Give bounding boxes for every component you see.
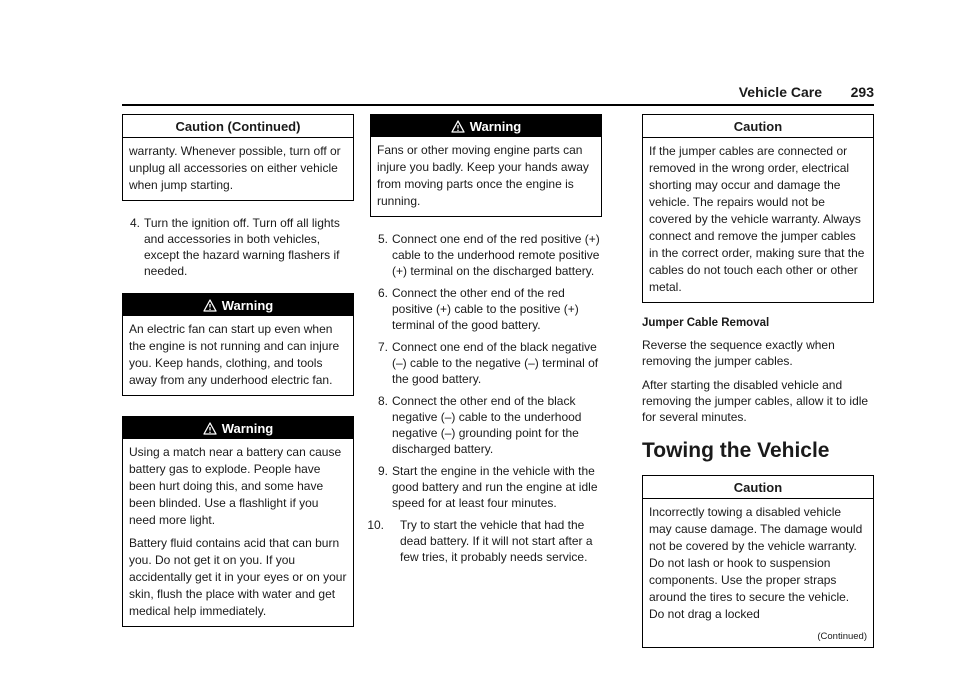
step-number: 9. (377, 464, 388, 478)
warning-box-moving-parts (370, 114, 602, 217)
page-number: 293 (850, 84, 874, 100)
step-text: Connect one end of the black negative (–) cable to the negative (–) terminal of the good battery. (392, 340, 599, 386)
jumper-cable-removal-heading: Jumper Cable Removal (642, 317, 770, 329)
warning-title: Warning (469, 119, 522, 134)
column-right (642, 114, 874, 648)
removal-paragraph-2: After starting the disabled vehicle and removing the jumper cables, allow it to idle for several minutes. (642, 378, 869, 424)
list-item (370, 463, 602, 511)
list-item (122, 215, 354, 279)
warning-box-fan (122, 293, 354, 396)
step-text: Start the engine in the vehicle with the good battery and run the engine at idle speed for at least four minutes. (392, 464, 598, 510)
caution-continued-text: warranty. Whenever possible, turn off or unplug all accessories on either vehicle when jump starting. (129, 144, 341, 192)
step-text: Try to start the vehicle that had the dead battery. If it will not start after a few tries, it probably needs service. (400, 518, 593, 564)
list-item (370, 285, 602, 333)
warning-text: An electric fan can start up even when the engine is not running and can injure you. Keep hands, clothing, and tools away from any underhood electric fan. (129, 322, 340, 387)
step-number: 10. (367, 518, 384, 532)
removal-paragraph-1: Reverse the sequence exactly when removing the jumper cables. (642, 338, 835, 368)
list-item (367, 517, 602, 565)
steps-list-2 (367, 231, 602, 565)
warning-triangle-icon (203, 299, 217, 312)
warning-text: Fans or other moving engine parts can injure you badly. Keep your hands away from moving parts once the engine is running. (377, 143, 589, 208)
list-item (370, 231, 602, 279)
steps-list-1 (122, 215, 354, 279)
step-number: 6. (377, 286, 388, 300)
step-text: Connect the other end of the red positive (+) cable to the positive (+) terminal of the good battery. (392, 286, 579, 332)
caution-text: If the jumper cables are connected or removed in the wrong order, electrical shorting may occur and damage the vehicle. The repairs would not be covered by the vehicle warranty. Always connect and remove the jumper cables in the correct order, making sure that the cables do not touch each other or other metal. (649, 144, 865, 294)
warning-paragraph-2: Battery fluid contains acid that can burn you. Do not get it on you. If you accidentally get it in your eyes or on your skin, flush the place with water and get medical help immediately. (129, 536, 347, 618)
step-number: 7. (377, 340, 388, 354)
warning-paragraph-1: Using a match near a battery can cause battery gas to explode. People have been hurt doing this, and some have been blinded. Use a flashlight if you need more light. (129, 445, 342, 527)
warning-title: Warning (221, 298, 274, 313)
list-item (370, 339, 602, 387)
step-text: Connect one end of the red positive (+) cable to the underhood remote positive (+) terminal on the discharged battery. (392, 232, 600, 278)
step-text: Connect the other end of the black negative (–) cable to the underhood negative (–) grounding point for the discharged battery. (392, 394, 582, 456)
warning-header (371, 115, 601, 137)
step-text: Turn the ignition off. Turn off all lights and accessories in both vehicles, except the hazard warning flashers if needed. (144, 216, 340, 278)
warning-header (123, 294, 353, 316)
caution-box-towing (642, 475, 874, 648)
page-header (122, 84, 874, 106)
towing-section-title: Towing the Vehicle (642, 439, 830, 462)
caution-continued-box (122, 114, 354, 201)
caution-continued-title: Caution (Continued) (123, 115, 353, 138)
continued-label: (Continued) (817, 631, 867, 642)
warning-triangle-icon (203, 422, 217, 435)
warning-box-battery (122, 416, 354, 627)
warning-header (123, 417, 353, 439)
step-number: 5. (377, 232, 388, 246)
warning-triangle-icon (451, 120, 465, 133)
section-title: Vehicle Care (738, 84, 822, 100)
list-item (370, 393, 602, 457)
caution-title: Caution (643, 115, 873, 138)
column-middle (367, 114, 602, 579)
caution-title: Caution (643, 476, 873, 499)
warning-title: Warning (221, 421, 274, 436)
step-number: 4. (129, 216, 140, 230)
caution-text: Incorrectly towing a disabled vehicle may cause damage. The damage would not be covered by the vehicle warranty. Do not lash or hook to suspension components. Use the proper straps around the tires to secure the vehicle. Do not drag a locked (649, 505, 863, 621)
caution-box-jumper (642, 114, 874, 303)
step-number: 8. (377, 394, 388, 408)
column-left (122, 114, 354, 641)
